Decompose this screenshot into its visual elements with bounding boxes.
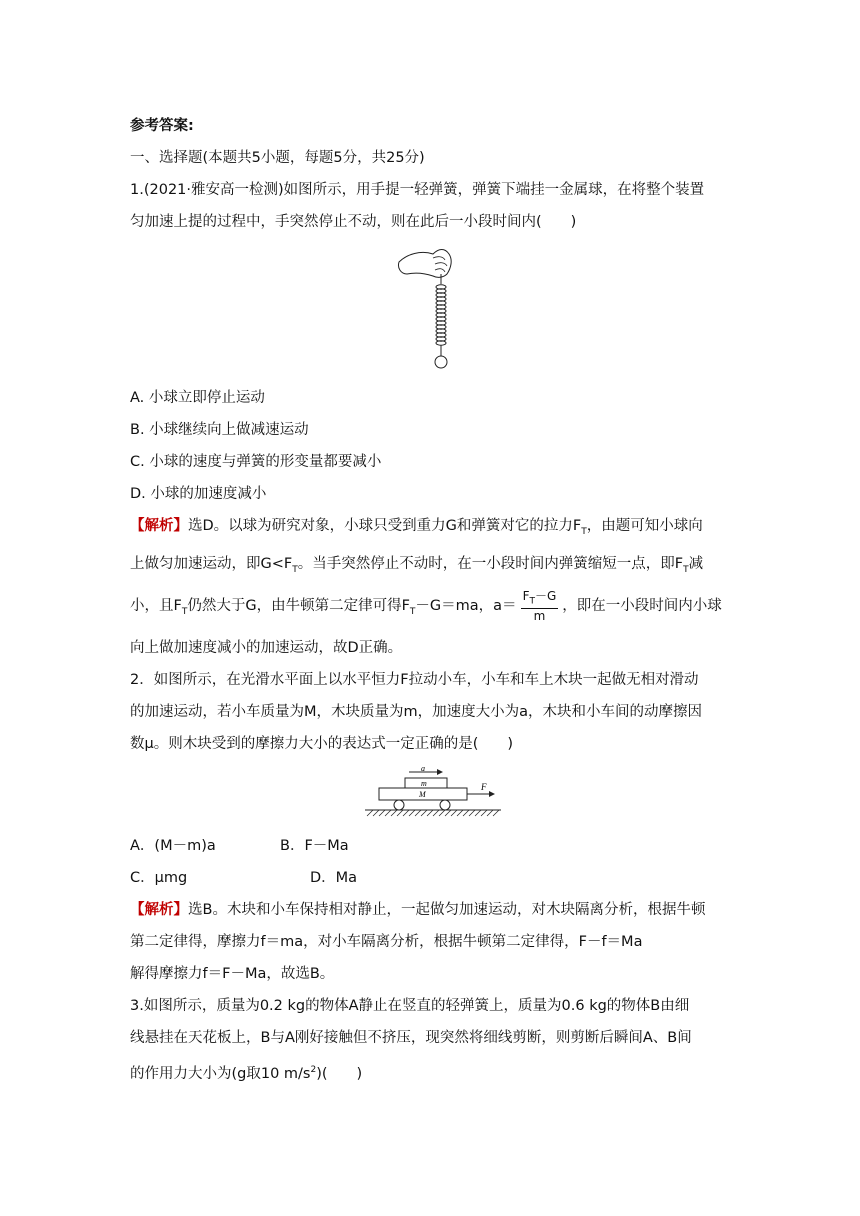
q2-stem-line2: 的加速运动，若小车质量为M，木块质量为m，加速度大小为a，木块和小车间的动摩擦因 xyxy=(130,703,703,720)
cart-block-figure xyxy=(130,766,735,822)
q1-stem-line2: 匀加速上提的过程中，手突然停止不动，则在此后一小段时间内( ) xyxy=(130,214,577,230)
q3-stem-line2: 线悬挂在天花板上，B与A刚好接触但不挤压，现突然将细线剪断，则剪断后瞬间A、B间 xyxy=(130,1029,692,1046)
q2-stem-line3: 数μ。则木块受到的摩擦力大小的表达式一定正确的是( ) xyxy=(130,735,514,752)
q1-analysis-line2 xyxy=(130,548,735,586)
q2-options-row2 xyxy=(130,862,735,894)
q1-analysis-text1-end: ，由题可知小球向 xyxy=(586,518,703,534)
q1-option-d: D. 小球的加速度减小 xyxy=(130,486,267,502)
q3-stem-text3a: 的作用力大小为(g取10 m/s xyxy=(130,1065,311,1082)
q1-analysis-text3c: －G＝ma，a＝ xyxy=(415,597,517,614)
q1-fraction xyxy=(521,589,559,623)
q1-analysis-text2b: 。当手突然停止不动时，在一小段时间内弹簧缩短一点，即F xyxy=(297,555,684,572)
q1-analysis-sub3b: T xyxy=(409,606,416,617)
label-M: M xyxy=(418,789,426,799)
document-page xyxy=(130,110,735,1090)
section-heading: 一、选择题(本题共5小题，每题5分，共25分) xyxy=(130,150,425,166)
q1-analysis-line3 xyxy=(130,586,735,632)
q1-analysis-text2c: 减 xyxy=(688,555,704,572)
q1-analysis-text3b: 仍然大于G，由牛顿第二定律可得F xyxy=(187,597,410,614)
q3-stem-sup: 2 xyxy=(310,1064,317,1075)
q1-option-a: A. 小球立即停止运动 xyxy=(130,390,265,406)
q2-analysis-tag: 【解析】 xyxy=(130,901,188,918)
q1-frac-num-sub: T xyxy=(529,595,535,606)
label-a: a xyxy=(420,765,425,773)
q2-option-c: C．μmg xyxy=(130,869,188,886)
q3-stem-line1: 3.如图所示，质量为0.2 kg的物体A静止在竖直的轻弹簧上，质量为0.6 kg的物体B由细 xyxy=(130,997,690,1014)
label-F: F xyxy=(480,781,486,792)
q1-analysis-text2a: 上做匀加速运动，即G<F xyxy=(130,555,293,572)
q1-analysis-text1: 选D。以球为研究对象，小球只受到重力G和弹簧对它的拉力F xyxy=(188,518,582,534)
q2-analysis-line2: 第二定律得，摩擦力f＝ma，对小车隔离分析，根据牛顿第二定律得，F－f＝Ma xyxy=(130,933,643,950)
q1-fraction-numerator xyxy=(521,589,559,609)
answer-title: 参考答案: xyxy=(130,118,194,134)
q2-option-b: B．F－Ma xyxy=(280,837,349,854)
hand-spring-ball-illustration xyxy=(393,244,473,374)
q1-analysis-line4: 向上做加速度减小的加速运动，故D正确。 xyxy=(130,639,403,656)
label-m: m xyxy=(420,778,427,788)
q1-frac-num-end: －G xyxy=(534,588,557,603)
q1-analysis-tag: 【解析】 xyxy=(130,518,188,534)
q1-analysis-line1 xyxy=(130,510,735,548)
q3-stem-line3 xyxy=(130,1054,735,1090)
q2-options-row1 xyxy=(130,830,735,862)
q2-analysis-line3: 解得摩擦力f＝F－Ma，故选B。 xyxy=(130,965,335,982)
q1-option-c: C. 小球的速度与弹簧的形变量都要减小 xyxy=(130,454,382,470)
q2-option-d: D．Ma xyxy=(310,869,358,886)
q1-analysis-sub2b: T xyxy=(683,564,689,575)
q1-analysis-text3a: 小，且F xyxy=(130,597,182,614)
q2-option-a: A．(M－m)a xyxy=(130,837,216,854)
q2-stem-line1: 2．如图所示，在光滑水平面上以水平恒力F拉动小车，小车和车上木块一起做无相对滑动 xyxy=(130,671,699,688)
q2-analysis-line1 xyxy=(130,894,735,926)
q1-option-b: B. 小球继续向上做减速运动 xyxy=(130,422,309,438)
q3-stem-text3b: )( ) xyxy=(316,1065,363,1082)
hand-spring-ball-figure xyxy=(130,244,735,374)
q1-analysis-text3d: ，即在一小段时间内小球 xyxy=(562,597,722,614)
q2-analysis-text1: 选B。木块和小车保持相对静止，一起做匀加速运动，对木块隔离分析，根据牛顿 xyxy=(188,901,706,918)
q1-frac-num-text: F xyxy=(522,588,530,603)
q1-fraction-denominator: m xyxy=(533,608,546,623)
cart-block-illustration xyxy=(363,766,503,822)
q1-analysis-sub2: T xyxy=(292,564,298,575)
q1-analysis-sub3: T xyxy=(181,606,188,617)
q1-stem-line1: 1.(2021·雅安高一检测)如图所示，用手提一轻弹簧，弹簧下端挂一金属球，在将整个装置 xyxy=(130,182,705,198)
q1-analysis-sub1: T xyxy=(581,526,587,537)
